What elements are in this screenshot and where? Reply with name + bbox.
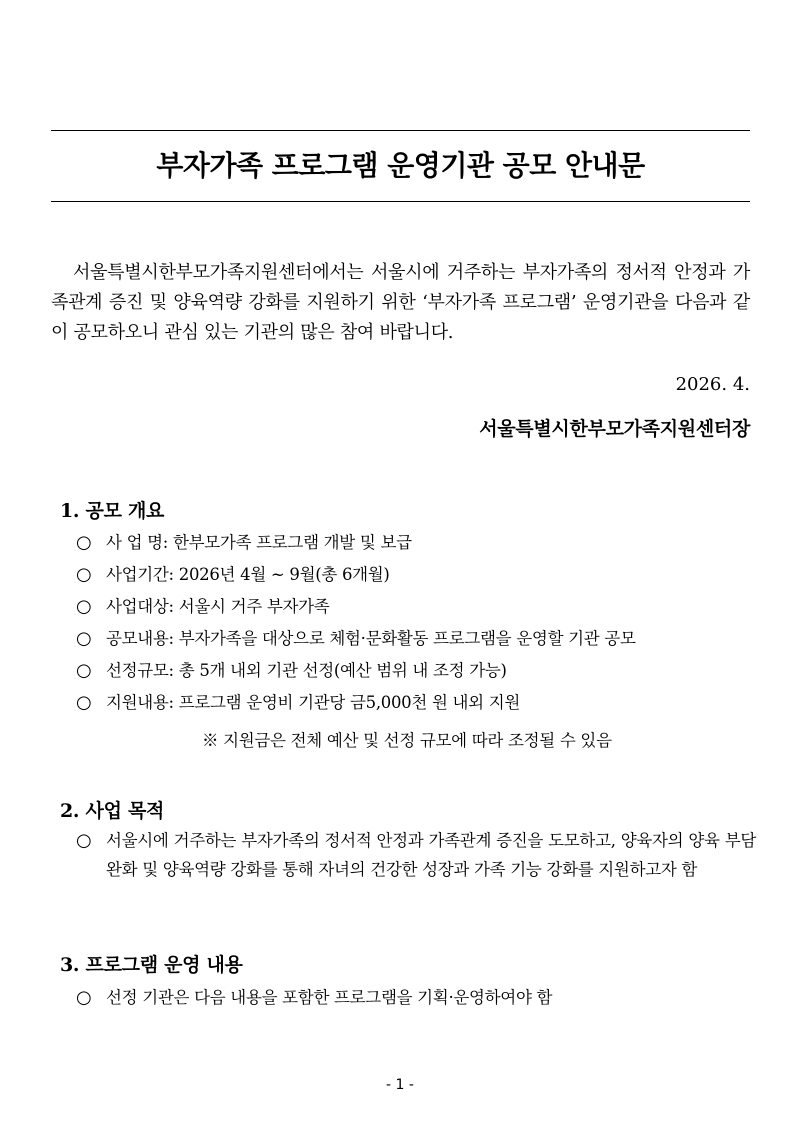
- program-content-list: [76, 982, 756, 1014]
- list-item: ○ 서울시에 거주하는 부자가족의 정서적 안정과 가족관계 증진을 도모하고, 양육자의 양육 부담 완화 및 양육역량 강화를 통해 자녀의 건강한 성장과 가족 기능 강화를 지원하고자 함: [76, 826, 756, 884]
- list-item: ○ 지원내용: 프로그램 운영비 기관당 금5,000천 원 내외 지원: [76, 687, 756, 719]
- list-item: ○ 사 업 명: 한부모가족 프로그램 개발 및 보급: [76, 527, 756, 559]
- title-top-rule: [51, 130, 750, 131]
- circle-bullet-icon: ○: [76, 628, 92, 649]
- page-number: - 1 -: [386, 1077, 414, 1093]
- circle-bullet-icon: ○: [76, 532, 92, 553]
- section-heading-purpose: 2. 사업 목적: [60, 800, 165, 822]
- section-heading-overview: 1. 공모 개요: [60, 500, 165, 522]
- document-title: 부자가족 프로그램 운영기관 공모 안내문: [156, 149, 645, 182]
- circle-bullet-icon: ○: [76, 660, 92, 681]
- list-item: ○ 사업대상: 서울시 거주 부자가족: [76, 591, 756, 623]
- circle-bullet-icon: ○: [76, 830, 92, 851]
- circle-bullet-icon: ○: [76, 692, 92, 713]
- list-item: ○ 사업기간: 2026년 4월 ~ 9월(총 6개월): [76, 559, 756, 591]
- overview-list: [76, 527, 756, 719]
- issuing-organization: 서울특별시한부모가족지원센터장: [479, 418, 750, 440]
- circle-bullet-icon: ○: [76, 564, 92, 585]
- title-bottom-rule: [51, 201, 750, 202]
- document-date: 2026. 4.: [675, 374, 750, 395]
- list-item: ○ 선정규모: 총 5개 내외 기관 선정(예산 범위 내 조정 가능): [76, 655, 756, 687]
- section-heading-program-content: 3. 프로그램 운영 내용: [60, 954, 243, 976]
- list-item: ○ 공모내용: 부자가족을 대상으로 체험·문화활동 프로그램을 운영할 기관 공모: [76, 623, 756, 655]
- purpose-list: [76, 826, 756, 884]
- list-item: ○ 선정 기관은 다음 내용을 포함한 프로그램을 기획·운영하여야 함: [76, 982, 756, 1014]
- funding-note: ※ 지원금은 전체 예산 및 선정 규모에 따라 조정될 수 있음: [202, 731, 612, 750]
- circle-bullet-icon: ○: [76, 596, 92, 617]
- intro-paragraph: 서울특별시한부모가족지원센터에서는 서울시에 거주하는 부자가족의 정서적 안정과 가족관계 증진 및 양육역량 강화를 지원하기 위한 ‘부자가족 프로그램’ 운영기관을 다음과 같이 공모하오니 관심 있는 기관의 많은 참여 바랍니다.: [51, 262, 750, 343]
- circle-bullet-icon: ○: [76, 987, 92, 1008]
